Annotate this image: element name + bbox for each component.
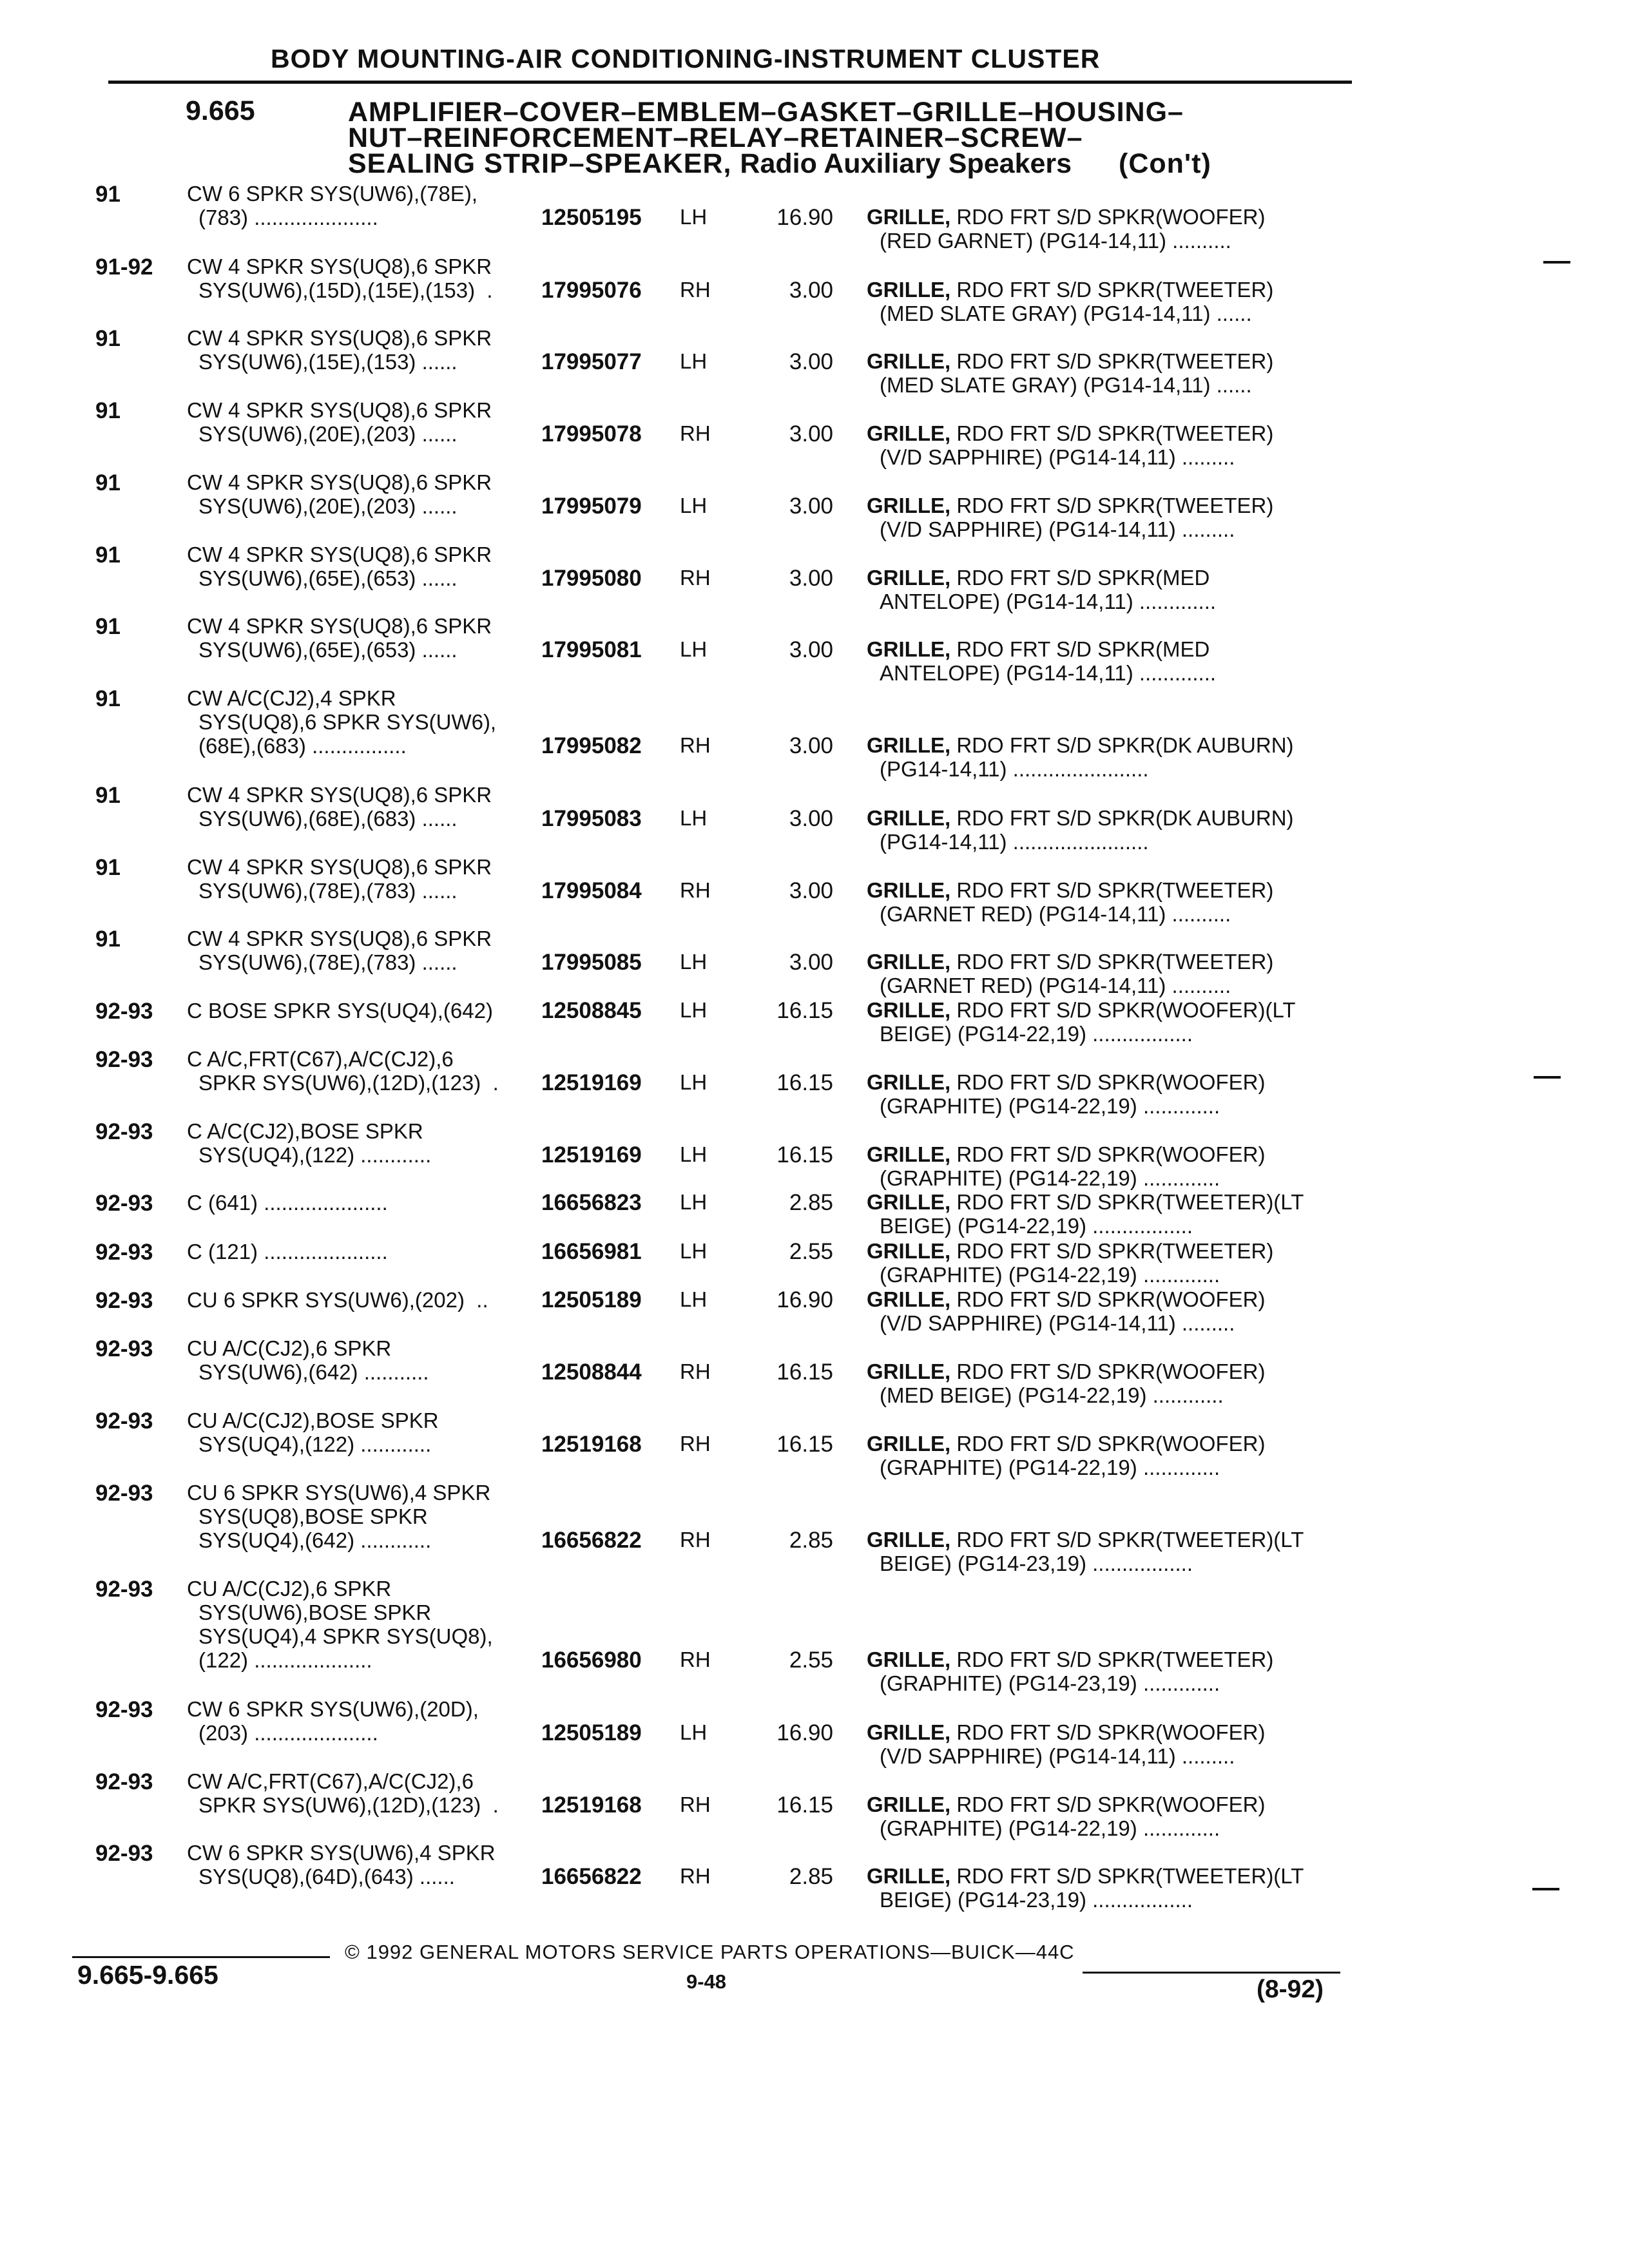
entry-description-line: SYS(UQ4),(122) ............ — [198, 1432, 432, 1456]
entry-part-name: GRILLE, RDO FRT S/D SPKR(TWEETER) — [867, 349, 1274, 373]
entry-description-line: SYS(UW6),BOSE SPKR — [198, 1600, 432, 1624]
entry-year: 92-93 — [95, 999, 153, 1024]
entry-year: 91 — [95, 398, 120, 423]
entry-side: RH — [680, 1864, 711, 1888]
entry-part-name: GRILLE, RDO FRT S/D SPKR(WOOFER) — [867, 205, 1266, 229]
parts-entry — [0, 1336, 1629, 1407]
entry-year: 91 — [95, 543, 120, 568]
entry-year: 92-93 — [95, 1047, 153, 1072]
entry-part-name: GRILLE, RDO FRT S/D SPKR(MED — [867, 637, 1210, 661]
entry-price: 16.15 — [776, 1360, 833, 1385]
entry-description-line: CW 4 SPKR SYS(UQ8),6 SPKR — [187, 470, 492, 494]
margin-mark — [1534, 1076, 1561, 1079]
entry-description-line: CW 4 SPKR SYS(UQ8),6 SPKR — [187, 927, 492, 950]
entry-price: 2.55 — [789, 1648, 833, 1673]
entry-description-line: SYS(UW6),(20E),(203) ...... — [198, 494, 458, 518]
entry-description-line: C (121) ..................... — [187, 1240, 388, 1264]
entry-side: RH — [680, 1792, 711, 1816]
entry-part-name-cont: BEIGE) (PG14-23,19) ................. — [880, 1552, 1193, 1575]
entry-part-name-cont: (GRAPHITE) (PG14-22,19) ............. — [880, 1816, 1220, 1840]
entry-description-line: (68E),(683) ................ — [198, 734, 407, 758]
entry-part-number: 12519168 — [541, 1432, 642, 1457]
entry-part-name: GRILLE, RDO FRT S/D SPKR(MED — [867, 566, 1210, 590]
entry-side: RH — [680, 566, 711, 590]
entry-part-name-cont: (PG14-14,11) ....................... — [880, 757, 1149, 781]
part-name-keyword: GRILLE, — [867, 998, 951, 1022]
entry-part-name: GRILLE, RDO FRT S/D SPKR(TWEETER) — [867, 421, 1274, 445]
entry-description-line: CW 6 SPKR SYS(UW6),(78E), — [187, 182, 478, 206]
part-name-keyword: GRILLE, — [867, 950, 951, 974]
entry-side: LH — [680, 205, 708, 229]
entry-part-name-cont: (GARNET RED) (PG14-14,11) .......... — [880, 974, 1231, 997]
entry-part-number: 17995078 — [541, 421, 642, 447]
entry-part-name-cont: ANTELOPE) (PG14-14,11) ............. — [880, 661, 1217, 685]
entry-part-name-cont: (V/D SAPPHIRE) (PG14-14,11) ......... — [880, 1311, 1235, 1335]
entry-description-line: CW 6 SPKR SYS(UW6),(20D), — [187, 1697, 479, 1721]
entry-part-number: 17995083 — [541, 806, 642, 831]
entry-part-name: GRILLE, RDO FRT S/D SPKR(WOOFER) — [867, 1142, 1266, 1166]
parts-entry — [0, 998, 1629, 1046]
entry-description-line: SYS(UQ4),(642) ............ — [198, 1528, 432, 1552]
parts-entry — [0, 783, 1629, 854]
entry-part-name-cont: (RED GARNET) (PG14-14,11) .......... — [880, 229, 1231, 253]
part-name-keyword: GRILLE, — [867, 1432, 951, 1456]
entry-part-name-cont: BEIGE) (PG14-23,19) ................. — [880, 1888, 1193, 1912]
part-name-keyword: GRILLE, — [867, 733, 951, 757]
entry-part-name-cont: (MED SLATE GRAY) (PG14-14,11) ...... — [880, 373, 1252, 397]
entry-part-number: 17995077 — [541, 349, 642, 374]
parts-entry — [0, 1577, 1629, 1695]
entry-part-name-cont: (GRAPHITE) (PG14-22,19) ............. — [880, 1094, 1220, 1118]
entry-description-line: SYS(UQ8),BOSE SPKR — [198, 1504, 428, 1528]
section-title-line-1: AMPLIFIER–COVER–EMBLEM–GASKET–GRILLE–HOUSING– — [348, 97, 1184, 128]
entry-price: 16.90 — [776, 205, 833, 230]
entry-part-number: 16656822 — [541, 1528, 642, 1553]
entry-year: 92-93 — [95, 1481, 153, 1506]
footer-page-number: 9-48 — [686, 1970, 727, 1993]
footer-rule-right — [1083, 1972, 1340, 1974]
parts-entry — [0, 255, 1629, 325]
entry-part-number: 12519168 — [541, 1792, 642, 1818]
margin-mark — [1532, 1888, 1559, 1890]
entry-description-line: CW 4 SPKR SYS(UQ8),6 SPKR — [187, 783, 492, 807]
entry-price: 16.15 — [776, 1792, 833, 1818]
entry-side: LH — [680, 494, 708, 517]
entry-price: 16.90 — [776, 1287, 833, 1312]
entry-part-number: 17995080 — [541, 566, 642, 591]
entry-part-name-cont: ANTELOPE) (PG14-14,11) ............. — [880, 590, 1217, 613]
part-name-keyword: GRILLE, — [867, 1864, 951, 1888]
entry-side: RH — [680, 1528, 711, 1552]
entry-price: 3.00 — [789, 950, 833, 975]
parts-entry — [0, 470, 1629, 541]
entry-part-number: 17995076 — [541, 278, 642, 303]
section-title-line-2: NUT–REINFORCEMENT–RELAY–RETAINER–SCREW– — [348, 122, 1083, 153]
part-name-keyword: GRILLE, — [867, 349, 951, 373]
entry-side: RH — [680, 1648, 711, 1671]
entry-price: 2.55 — [789, 1239, 833, 1264]
parts-entry — [0, 1239, 1629, 1287]
part-name-keyword: GRILLE, — [867, 566, 951, 590]
entry-price: 3.00 — [789, 637, 833, 662]
entry-description-line: SYS(UQ8),(64D),(643) ...... — [198, 1865, 455, 1888]
entry-part-name-cont: (V/D SAPPHIRE) (PG14-14,11) ......... — [880, 445, 1235, 469]
entry-description-line: CW 4 SPKR SYS(UQ8),6 SPKR — [187, 398, 492, 422]
entry-part-name-cont: (V/D SAPPHIRE) (PG14-14,11) ......... — [880, 517, 1235, 541]
entry-part-name: GRILLE, RDO FRT S/D SPKR(WOOFER) — [867, 1432, 1266, 1456]
parts-entry — [0, 855, 1629, 926]
entry-description-line: (203) ..................... — [198, 1721, 378, 1745]
entry-year: 92-93 — [95, 1191, 153, 1216]
entry-side: LH — [680, 806, 708, 830]
entry-part-number: 12505195 — [541, 205, 642, 230]
entry-part-number: 16656822 — [541, 1864, 642, 1889]
entry-part-name: GRILLE, RDO FRT S/D SPKR(TWEETER) — [867, 878, 1274, 902]
entry-description-line: SYS(UQ4),(122) ............ — [198, 1143, 432, 1167]
entry-price: 3.00 — [789, 494, 833, 519]
entry-part-name: GRILLE, RDO FRT S/D SPKR(WOOFER) — [867, 1287, 1266, 1311]
parts-entry — [0, 543, 1629, 613]
part-name-keyword: GRILLE, — [867, 878, 951, 902]
entry-part-number: 12505189 — [541, 1720, 642, 1745]
entry-part-number: 16656980 — [541, 1648, 642, 1673]
entry-side: LH — [680, 1070, 708, 1094]
entry-description-line: SYS(UW6),(78E),(783) ...... — [198, 950, 458, 974]
parts-entry — [0, 686, 1629, 781]
entry-description-line: SYS(UW6),(65E),(653) ...... — [198, 638, 458, 662]
entry-description-line: CW 4 SPKR SYS(UQ8),6 SPKR — [187, 543, 492, 566]
section-title-line-3-text: SEALING STRIP–SPEAKER, — [348, 148, 732, 179]
entry-part-name: GRILLE, RDO FRT S/D SPKR(WOOFER)(LT — [867, 998, 1296, 1022]
part-name-keyword: GRILLE, — [867, 1070, 951, 1094]
entry-description-line: C (641) ..................... — [187, 1191, 388, 1215]
part-name-keyword: GRILLE, — [867, 494, 951, 517]
parts-entry — [0, 182, 1629, 253]
entry-year: 92-93 — [95, 1769, 153, 1794]
parts-entry — [0, 1190, 1629, 1238]
parts-entry — [0, 1287, 1629, 1335]
entry-part-name: GRILLE, RDO FRT S/D SPKR(TWEETER) — [867, 494, 1274, 517]
entry-description-line: SYS(UW6),(642) ........... — [198, 1360, 429, 1384]
entry-side: RH — [680, 1360, 711, 1383]
entry-side: LH — [680, 1287, 708, 1311]
continued-label: (Con't) — [1119, 148, 1211, 179]
entry-description-line: CU A/C(CJ2),6 SPKR — [187, 1577, 392, 1600]
footer-section-range: 9.665-9.665 — [77, 1960, 218, 1990]
entry-price: 16.15 — [776, 1142, 833, 1168]
entry-part-number: 17995079 — [541, 494, 642, 519]
entry-part-number: 17995081 — [541, 637, 642, 662]
entry-year: 92-93 — [95, 1240, 153, 1265]
entry-description-line: (783) ..................... — [198, 206, 378, 229]
part-name-keyword: GRILLE, — [867, 806, 951, 830]
entry-part-name: GRILLE, RDO FRT S/D SPKR(DK AUBURN) — [867, 733, 1294, 757]
entry-part-name-cont: BEIGE) (PG14-22,19) ................. — [880, 1022, 1193, 1046]
entry-price: 3.00 — [789, 878, 833, 903]
entry-side: RH — [680, 278, 711, 302]
part-name-keyword: GRILLE, — [867, 1190, 951, 1214]
entry-part-name-cont: (GARNET RED) (PG14-14,11) .......... — [880, 902, 1231, 926]
entry-side: LH — [680, 637, 708, 661]
entry-part-number: 17995085 — [541, 950, 642, 975]
entry-part-name: GRILLE, RDO FRT S/D SPKR(WOOFER) — [867, 1070, 1266, 1094]
entry-part-name: GRILLE, RDO FRT S/D SPKR(WOOFER) — [867, 1792, 1266, 1816]
entry-price: 16.90 — [776, 1720, 833, 1745]
entry-description-line: CW A/C,FRT(C67),A/C(CJ2),6 — [187, 1769, 474, 1793]
entry-side: LH — [680, 349, 708, 373]
entry-description-line: CW 4 SPKR SYS(UQ8),6 SPKR — [187, 855, 492, 879]
entry-year: 92-93 — [95, 1408, 153, 1434]
part-name-keyword: GRILLE, — [867, 1792, 951, 1816]
entry-description-line: CW 4 SPKR SYS(UQ8),6 SPKR — [187, 326, 492, 350]
entry-description-line: SYS(UW6),(20E),(203) ...... — [198, 422, 458, 446]
entry-part-name-cont: (PG14-14,11) ....................... — [880, 830, 1149, 854]
parts-entry — [0, 614, 1629, 685]
entry-price: 3.00 — [789, 566, 833, 591]
entry-year: 92-93 — [95, 1336, 153, 1361]
entry-year: 91 — [95, 614, 120, 639]
entry-year: 92-93 — [95, 1288, 153, 1313]
entry-side: RH — [680, 421, 711, 445]
parts-entry — [0, 1119, 1629, 1190]
entry-part-name: GRILLE, RDO FRT S/D SPKR(TWEETER)(LT — [867, 1864, 1304, 1888]
entry-side: RH — [680, 733, 711, 757]
entry-year: 91 — [95, 927, 120, 952]
part-name-keyword: GRILLE, — [867, 278, 951, 302]
entry-part-number: 12508845 — [541, 998, 642, 1023]
entry-year: 91 — [95, 326, 120, 351]
entry-description-line: CU A/C(CJ2),6 SPKR — [187, 1336, 392, 1360]
footer-copyright: © 1992 GENERAL MOTORS SERVICE PARTS OPERATIONS—BUICK—44C — [345, 1941, 1075, 1963]
parts-entry — [0, 1481, 1629, 1575]
entry-price: 2.85 — [789, 1528, 833, 1553]
entry-description-line: C A/C,FRT(C67),A/C(CJ2),6 — [187, 1047, 454, 1071]
entry-part-name: GRILLE, RDO FRT S/D SPKR(WOOFER) — [867, 1360, 1266, 1383]
entry-description-line: CU A/C(CJ2),BOSE SPKR — [187, 1408, 439, 1432]
entry-description-line: SPKR SYS(UW6),(12D),(123) . — [198, 1071, 499, 1095]
entry-part-name: GRILLE, RDO FRT S/D SPKR(TWEETER) — [867, 1239, 1274, 1263]
part-name-keyword: GRILLE, — [867, 421, 951, 445]
entry-description-line: SYS(UW6),(15E),(153) ...... — [198, 350, 458, 374]
entry-year: 91 — [95, 783, 120, 808]
parts-entry — [0, 326, 1629, 397]
entry-side: LH — [680, 1190, 708, 1214]
entry-part-name-cont: (GRAPHITE) (PG14-23,19) ............. — [880, 1671, 1220, 1695]
entry-description-line: SYS(UQ4),4 SPKR SYS(UQ8), — [198, 1624, 493, 1648]
entry-part-name: GRILLE, RDO FRT S/D SPKR(TWEETER)(LT — [867, 1190, 1304, 1214]
entry-part-number: 16656823 — [541, 1190, 642, 1215]
entry-description-line: CW 6 SPKR SYS(UW6),4 SPKR — [187, 1841, 496, 1865]
footer-rule-left — [72, 1956, 330, 1958]
entry-description-line: SYS(UW6),(78E),(783) ...... — [198, 879, 458, 903]
entry-part-name-cont: (GRAPHITE) (PG14-22,19) ............. — [880, 1263, 1220, 1287]
entry-price: 16.15 — [776, 1070, 833, 1095]
entry-year: 92-93 — [95, 1697, 153, 1722]
entry-year: 92-93 — [95, 1577, 153, 1602]
entry-part-name: GRILLE, RDO FRT S/D SPKR(TWEETER)(LT — [867, 1528, 1304, 1552]
part-name-keyword: GRILLE, — [867, 1239, 951, 1263]
section-subtitle: Radio Auxiliary Speakers — [740, 148, 1072, 179]
entry-description-line: SYS(UW6),(15D),(15E),(153) . — [198, 278, 493, 302]
entry-side: RH — [680, 878, 711, 902]
entry-description-line: C BOSE SPKR SYS(UQ4),(642) — [187, 999, 493, 1023]
entry-price: 3.00 — [789, 421, 833, 447]
entry-year: 92-93 — [95, 1841, 153, 1866]
entry-part-number: 12519169 — [541, 1070, 642, 1095]
part-name-keyword: GRILLE, — [867, 1142, 951, 1166]
parts-entry — [0, 1047, 1629, 1118]
entry-part-number: 17995082 — [541, 733, 642, 758]
entry-part-name-cont: (MED SLATE GRAY) (PG14-14,11) ...... — [880, 302, 1252, 325]
entry-year: 91 — [95, 182, 120, 207]
entry-year: 91-92 — [95, 255, 153, 280]
parts-entry — [0, 1769, 1629, 1840]
part-name-keyword: GRILLE, — [867, 637, 951, 661]
entry-part-number: 17995084 — [541, 878, 642, 903]
parts-entry — [0, 1841, 1629, 1912]
entry-price: 2.85 — [789, 1190, 833, 1215]
entry-part-name-cont: (GRAPHITE) (PG14-22,19) ............. — [880, 1456, 1220, 1479]
entry-part-name-cont: (GRAPHITE) (PG14-22,19) ............. — [880, 1166, 1220, 1190]
entry-part-number: 12505189 — [541, 1287, 642, 1312]
entry-description-line: C A/C(CJ2),BOSE SPKR — [187, 1119, 423, 1143]
entry-part-number: 16656981 — [541, 1239, 642, 1264]
entry-description-line: SPKR SYS(UW6),(12D),(123) . — [198, 1793, 499, 1817]
entry-part-name: GRILLE, RDO FRT S/D SPKR(TWEETER) — [867, 278, 1274, 302]
entry-part-name: GRILLE, RDO FRT S/D SPKR(TWEETER) — [867, 950, 1274, 974]
entry-part-name-cont: (MED BEIGE) (PG14-22,19) ............ — [880, 1383, 1224, 1407]
entry-price: 3.00 — [789, 806, 833, 831]
part-name-keyword: GRILLE, — [867, 1287, 951, 1311]
margin-mark — [1543, 261, 1570, 264]
entry-description-line: SYS(UW6),(68E),(683) ...... — [198, 807, 458, 831]
section-title-line-3 — [348, 148, 1211, 180]
entry-part-name-cont: (V/D SAPPHIRE) (PG14-14,11) ......... — [880, 1744, 1235, 1768]
entry-side: LH — [680, 1239, 708, 1263]
entry-part-name-cont: BEIGE) (PG14-22,19) ................. — [880, 1214, 1193, 1238]
entry-part-number: 12519169 — [541, 1142, 642, 1168]
parts-entry — [0, 1697, 1629, 1768]
entry-description-line: CW 4 SPKR SYS(UQ8),6 SPKR — [187, 614, 492, 638]
page-header-title: BODY MOUNTING-AIR CONDITIONING-INSTRUMENT CLUSTER — [271, 44, 1101, 73]
entry-description-line: CW A/C(CJ2),4 SPKR — [187, 686, 396, 710]
entry-price: 3.00 — [789, 733, 833, 758]
footer-date: (8-92) — [1257, 1975, 1324, 2003]
entry-side: RH — [680, 1432, 711, 1456]
part-name-keyword: GRILLE, — [867, 1360, 951, 1383]
part-name-keyword: GRILLE, — [867, 1528, 951, 1552]
entry-price: 16.15 — [776, 998, 833, 1023]
parts-entry — [0, 398, 1629, 469]
entry-description-line: CU 6 SPKR SYS(UW6),(202) .. — [187, 1288, 488, 1312]
entry-year: 92-93 — [95, 1119, 153, 1144]
entry-part-number: 12508844 — [541, 1360, 642, 1385]
entry-description-line: CU 6 SPKR SYS(UW6),4 SPKR — [187, 1481, 491, 1504]
entry-side: LH — [680, 1720, 708, 1744]
entry-price: 3.00 — [789, 349, 833, 374]
entry-description-line: (122) .................... — [198, 1648, 372, 1672]
part-name-keyword: GRILLE, — [867, 1648, 951, 1671]
entry-year: 91 — [95, 470, 120, 495]
entry-part-name: GRILLE, RDO FRT S/D SPKR(TWEETER) — [867, 1648, 1274, 1671]
entry-part-name: GRILLE, RDO FRT S/D SPKR(DK AUBURN) — [867, 806, 1294, 830]
entry-side: LH — [680, 1142, 708, 1166]
entry-side: LH — [680, 950, 708, 974]
part-name-keyword: GRILLE, — [867, 205, 951, 229]
entry-side: LH — [680, 998, 708, 1022]
entry-price: 3.00 — [789, 278, 833, 303]
entry-description-line: SYS(UW6),(65E),(653) ...... — [198, 566, 458, 590]
header-rule — [108, 81, 1352, 84]
parts-entry — [0, 927, 1629, 997]
entry-price: 16.15 — [776, 1432, 833, 1457]
entry-part-name: GRILLE, RDO FRT S/D SPKR(WOOFER) — [867, 1720, 1266, 1744]
entry-description-line: CW 4 SPKR SYS(UQ8),6 SPKR — [187, 255, 492, 278]
section-number: 9.665 — [186, 95, 255, 126]
entry-price: 2.85 — [789, 1864, 833, 1889]
entry-year: 91 — [95, 855, 120, 880]
part-name-keyword: GRILLE, — [867, 1720, 951, 1744]
entry-description-line: SYS(UQ8),6 SPKR SYS(UW6), — [198, 710, 497, 734]
entry-year: 91 — [95, 686, 120, 711]
parts-entry — [0, 1408, 1629, 1479]
